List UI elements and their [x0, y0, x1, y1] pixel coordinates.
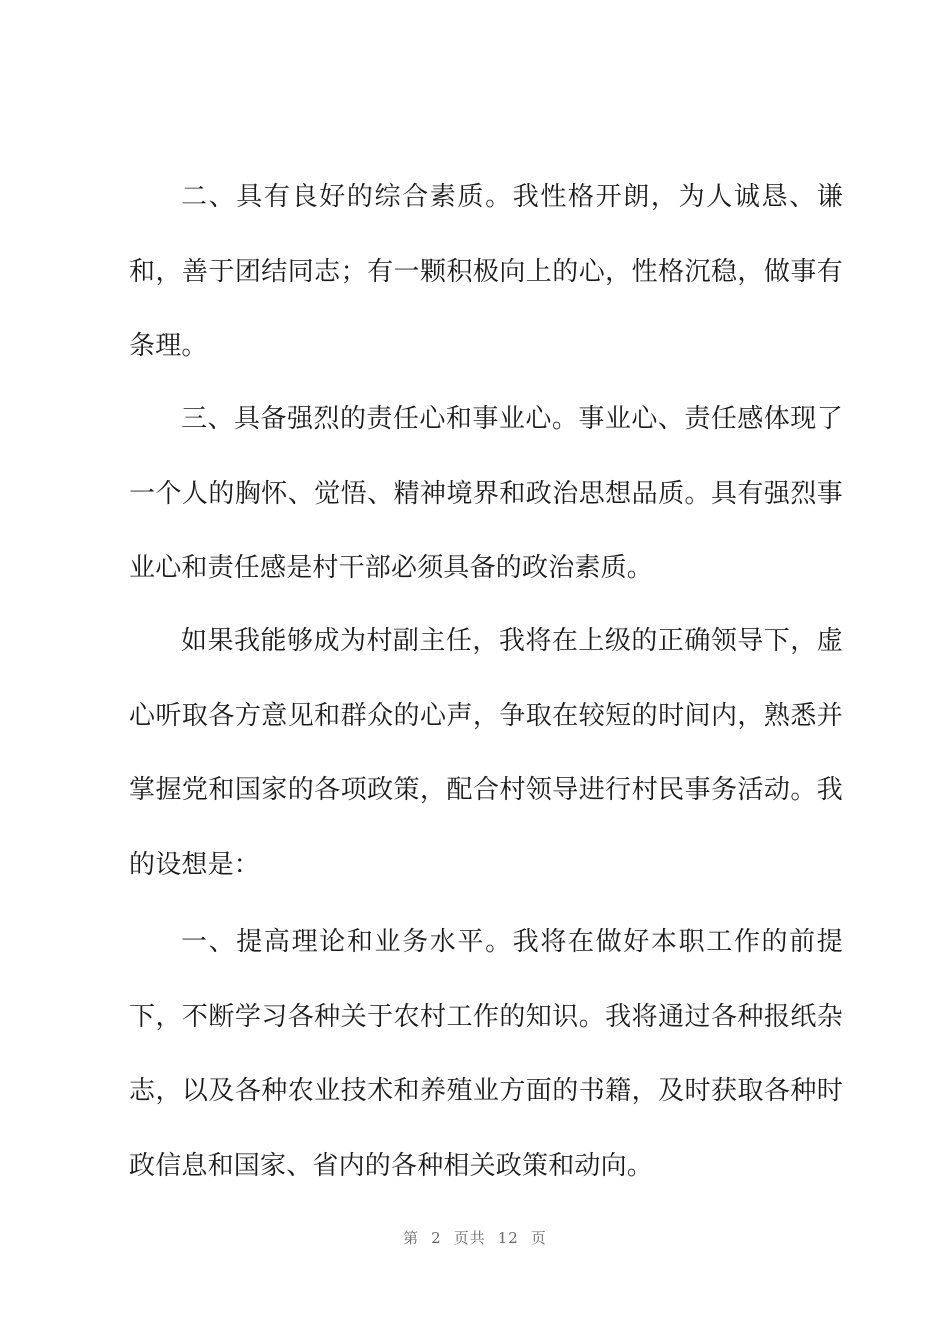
paragraph-plan-intro: 如果我能够成为村副主任，我将在上级的正确领导下，虚心听取各方意见和群众的心声，争取在较短的时间内，熟悉并掌握党和国家的各项政策，配合村领导进行村民事务活动。我的设想是：	[129, 626, 843, 880]
paragraph-responsibility: 三、具备强烈的责任心和事业心。事业心、责任感体现了一个人的胸怀、觉悟、精神境界和政治思想品质。具有强烈事业心和责任感是村干部必须具备的政治素质。	[129, 404, 843, 583]
paragraph-qualities: 二、具有良好的综合素质。我性格开朗，为人诚恳、谦和，善于团结同志；有一颗积极向上的心，性格沉稳，做事有条理。	[129, 182, 843, 361]
footer-suffix: 页	[530, 1229, 547, 1247]
footer-middle: 页共	[453, 1229, 486, 1247]
paragraph-plan-one: 一、提高理论和业务水平。我将在做好本职工作的前提下，不断学习各种关于农村工作的知识。我将通过各种报纸杂志，以及各种农业技术和养殖业方面的书籍，及时获取各种时政信息和国家、省内的各种相关政策和动向。	[129, 927, 843, 1181]
footer-total-pages: 12	[497, 1229, 519, 1247]
footer-prefix: 第	[403, 1229, 420, 1247]
page-footer	[0, 1227, 950, 1248]
footer-current-page: 2	[431, 1229, 442, 1247]
